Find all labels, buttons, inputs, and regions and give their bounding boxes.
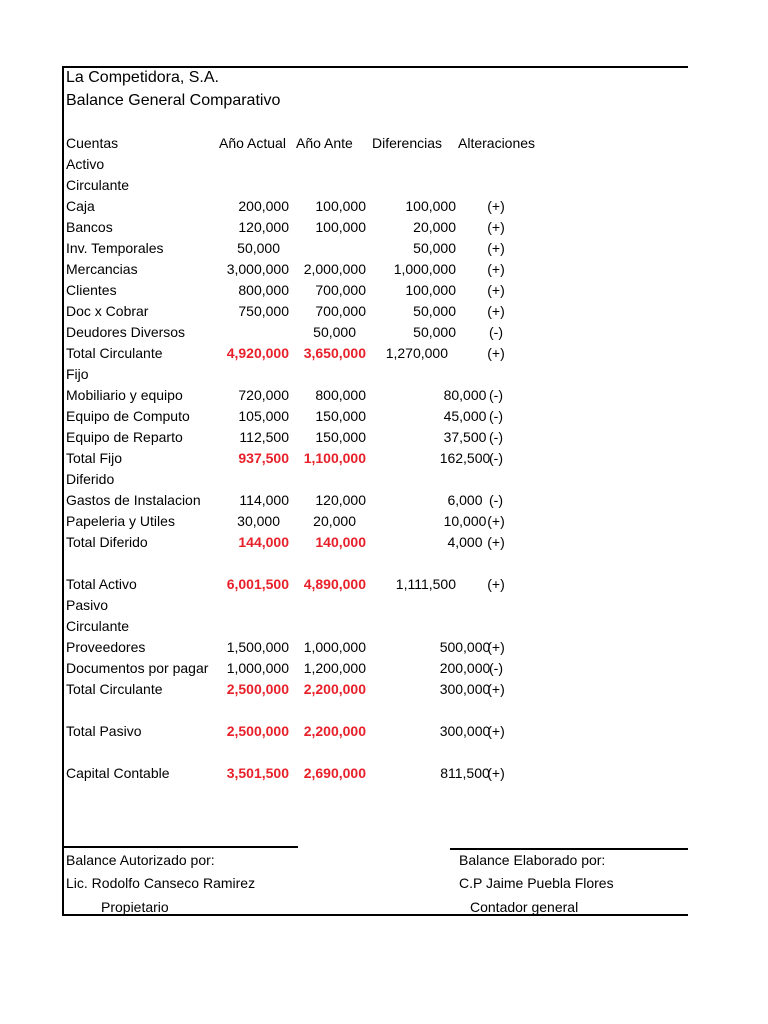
section-diferido: Diferido <box>66 471 115 487</box>
row-diferencia: 37,500 <box>443 429 487 445</box>
row-diferencia: 300,000 <box>439 681 491 697</box>
row-name: Proveedores <box>66 639 146 655</box>
table-row <box>66 238 666 259</box>
table-row <box>66 679 666 700</box>
left-signature-line <box>62 846 298 848</box>
row-actual: 2,500,000 <box>226 681 289 697</box>
row-name: Clientes <box>66 282 117 298</box>
prepared-by-label: Balance Elaborado por: <box>459 852 606 868</box>
row-actual: 3,000,000 <box>226 261 289 277</box>
table-row <box>66 301 666 322</box>
row-name: Total Diferido <box>66 534 148 550</box>
company-name: La Competidora, S.A. <box>66 69 219 86</box>
header-anterior: Año Ante <box>296 135 353 151</box>
row-actual: 4,920,000 <box>226 345 289 361</box>
row-actual: 2,500,000 <box>226 723 289 739</box>
table-header <box>66 133 666 154</box>
table-row <box>66 574 666 595</box>
row-actual: 112,500 <box>239 429 289 445</box>
row-anterior: 800,000 <box>315 387 366 403</box>
report-title: Balance General Comparativo <box>66 92 281 109</box>
row-alteracion: (-) <box>489 408 503 424</box>
row-actual: 105,000 <box>238 408 289 424</box>
row-anterior: 700,000 <box>315 282 366 298</box>
row-anterior: 1,100,000 <box>303 450 366 466</box>
row-diferencia: 1,000,000 <box>393 261 456 277</box>
row-diferencia: 50,000 <box>413 240 456 256</box>
row-name: Total Circulante <box>66 345 163 361</box>
table-row <box>66 721 666 742</box>
row-alteracion: (+) <box>487 513 505 529</box>
row-alteracion: (+) <box>487 576 505 592</box>
table-row <box>66 259 666 280</box>
row-anterior: 4,890,000 <box>303 576 366 592</box>
row-actual: 1,500,000 <box>226 639 289 655</box>
row-name: Equipo de Computo <box>66 408 190 424</box>
row-anterior: 100,000 <box>315 198 366 214</box>
row-name: Mercancias <box>66 261 138 277</box>
row-diferencia: 100,000 <box>405 198 456 214</box>
row-alteracion: (+) <box>487 303 505 319</box>
row-actual: 720,000 <box>238 387 289 403</box>
row-anterior: 150,000 <box>315 408 366 424</box>
row-anterior: 1,200,000 <box>303 660 366 676</box>
row-alteracion: (+) <box>487 261 505 277</box>
row-alteracion: (-) <box>489 660 503 676</box>
table-row <box>66 280 666 301</box>
row-diferencia: 4,000 <box>447 534 483 550</box>
header-alteraciones: Alteraciones <box>458 135 536 151</box>
row-actual: 937,500 <box>238 450 289 466</box>
row-diferencia: 100,000 <box>405 282 456 298</box>
table-row <box>66 322 666 343</box>
row-alteracion: (-) <box>489 324 503 340</box>
row-alteracion: (+) <box>487 198 505 214</box>
header-actual: Año Actual <box>219 135 286 151</box>
row-alteracion: (+) <box>487 345 505 361</box>
authorized-by-name: Lic. Rodolfo Canseco Ramirez <box>66 875 256 891</box>
row-anterior: 150,000 <box>315 429 366 445</box>
header-cuentas: Cuentas <box>66 135 119 151</box>
row-actual: 120,000 <box>238 219 289 235</box>
row-alteracion: (+) <box>487 219 505 235</box>
section-pasivo: Pasivo <box>66 597 109 613</box>
table-row <box>66 448 666 469</box>
row-name: Total Pasivo <box>66 723 142 739</box>
row-actual: 114,000 <box>239 492 289 508</box>
row-name: Total Activo <box>66 576 137 592</box>
row-name: Mobiliario y equipo <box>66 387 183 403</box>
table-row <box>66 637 666 658</box>
row-actual: 50,000 <box>237 240 280 256</box>
row-name: Gastos de Instalacion <box>66 492 201 508</box>
table-row <box>66 658 666 679</box>
row-alteracion: (+) <box>487 765 505 781</box>
authorized-by-role: Propietario <box>101 899 169 915</box>
row-diferencia: 811,500 <box>440 765 490 781</box>
row-anterior: 700,000 <box>315 303 366 319</box>
row-anterior: 2,000,000 <box>303 261 366 277</box>
row-name: Caja <box>66 198 95 214</box>
table-row <box>66 196 666 217</box>
row-anterior: 2,200,000 <box>303 723 366 739</box>
row-name: Total Fijo <box>66 450 123 466</box>
row-actual: 800,000 <box>238 282 289 298</box>
prepared-by-role: Contador general <box>470 899 579 915</box>
row-alteracion: (+) <box>487 681 505 697</box>
row-name: Equipo de Reparto <box>66 429 183 445</box>
row-anterior: 3,650,000 <box>303 345 366 361</box>
row-diferencia: 200,000 <box>439 660 491 676</box>
row-actual: 3,501,500 <box>226 765 289 781</box>
row-actual: 144,000 <box>238 534 289 550</box>
row-anterior: 2,200,000 <box>303 681 366 697</box>
row-alteracion: (-) <box>489 429 503 445</box>
row-diferencia: 50,000 <box>413 303 456 319</box>
row-diferencia: 20,000 <box>413 219 456 235</box>
row-diferencia: 10,000 <box>443 513 487 529</box>
row-actual: 6,001,500 <box>226 576 289 592</box>
row-anterior: 2,690,000 <box>303 765 366 781</box>
row-name: Doc x Cobrar <box>66 303 149 319</box>
table-row <box>66 511 666 532</box>
table-row <box>66 385 666 406</box>
row-alteracion: (+) <box>487 240 505 256</box>
table-row <box>66 532 666 553</box>
row-name: Bancos <box>66 219 113 235</box>
row-anterior: 140,000 <box>315 534 366 550</box>
section-fijo: Fijo <box>66 366 89 382</box>
row-diferencia: 500,000 <box>439 639 491 655</box>
row-anterior: 50,000 <box>313 324 356 340</box>
row-alteracion: (-) <box>489 450 503 466</box>
table-row <box>66 427 666 448</box>
row-diferencia: 45,000 <box>443 408 487 424</box>
section-circulante-pasivo: Circulante <box>66 618 130 634</box>
row-diferencia: 1,111,500 <box>395 576 456 592</box>
row-diferencia: 162,500 <box>439 450 491 466</box>
row-alteracion: (+) <box>487 534 505 550</box>
row-alteracion: (-) <box>489 387 503 403</box>
table-row <box>66 343 666 364</box>
row-name: Inv. Temporales <box>66 240 164 256</box>
table-row <box>66 490 666 511</box>
row-anterior: 120,000 <box>315 492 366 508</box>
row-name: Papeleria y Utiles <box>66 513 175 529</box>
row-anterior: 20,000 <box>313 513 356 529</box>
section-circulante: Circulante <box>66 177 130 193</box>
row-diferencia: 6,000 <box>447 492 483 508</box>
row-alteracion: (+) <box>487 639 505 655</box>
section-activo: Activo <box>66 156 105 172</box>
row-alteracion: (+) <box>487 723 505 739</box>
row-alteracion: (+) <box>487 282 505 298</box>
row-diferencia: 80,000 <box>443 387 487 403</box>
table-row <box>66 406 666 427</box>
row-diferencia: 50,000 <box>413 324 456 340</box>
table-row <box>66 217 666 238</box>
row-name: Documentos por pagar <box>66 660 209 676</box>
row-actual: 200,000 <box>238 198 289 214</box>
row-actual: 30,000 <box>237 513 280 529</box>
row-actual: 750,000 <box>238 303 289 319</box>
header-diferencias: Diferencias <box>372 135 443 151</box>
row-name: Capital Contable <box>66 765 170 781</box>
row-name: Deudores Diversos <box>66 324 186 340</box>
row-actual: 1,000,000 <box>226 660 289 676</box>
prepared-by-name: C.P Jaime Puebla Flores <box>459 875 614 891</box>
authorized-by-label: Balance Autorizado por: <box>66 852 215 868</box>
row-name: Total Circulante <box>66 681 163 697</box>
row-diferencia: 300,000 <box>439 723 491 739</box>
row-alteracion: (-) <box>489 492 503 508</box>
table-row <box>66 763 666 784</box>
row-anterior: 100,000 <box>315 219 366 235</box>
row-anterior: 1,000,000 <box>303 639 366 655</box>
row-diferencia: 1,270,000 <box>385 345 448 361</box>
